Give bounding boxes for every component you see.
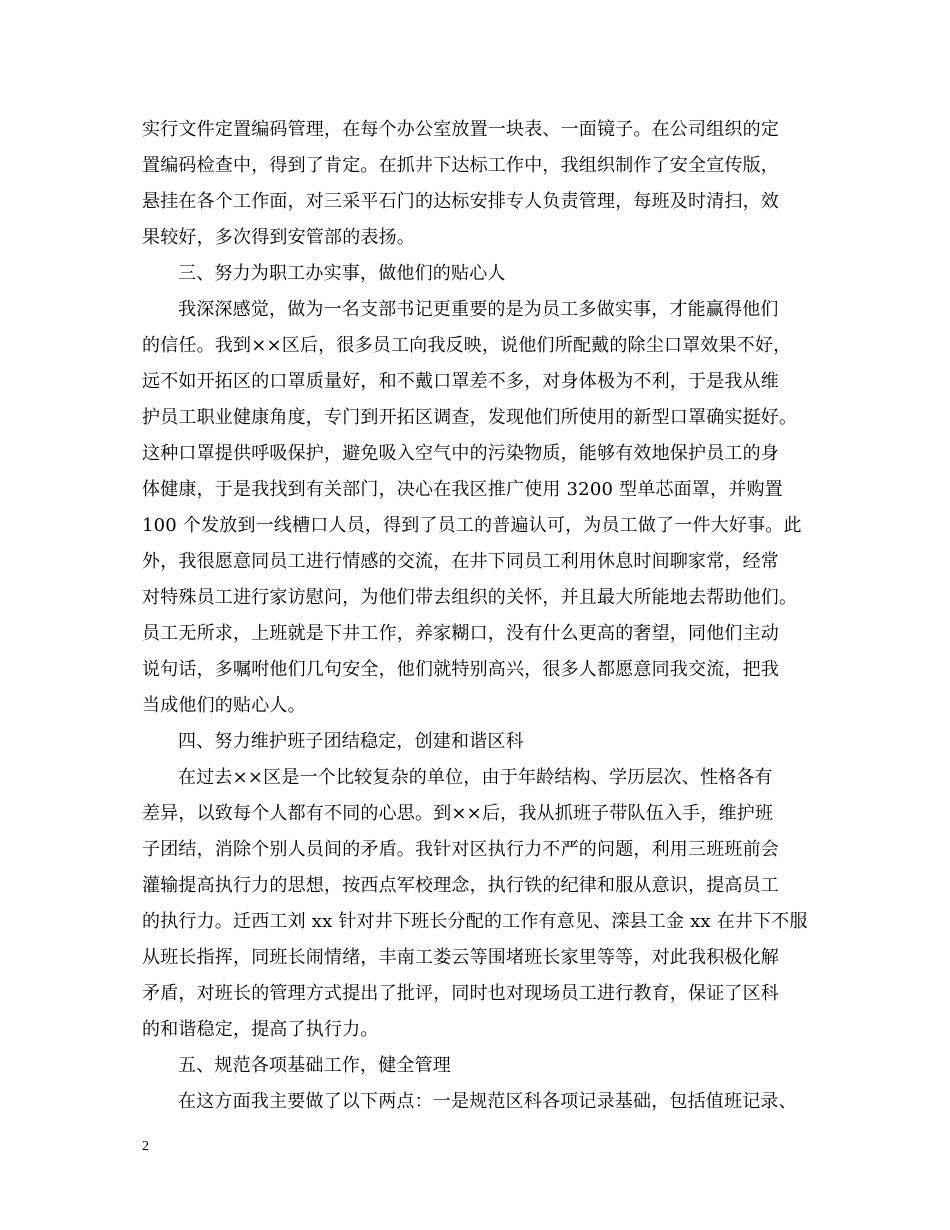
text-line: 从班长指挥，同班长闹情绪，丰南工娄云等围堵班长家里等等，对此我积极化解 xyxy=(142,947,779,968)
text-line: 员工无所求，上班就是下井工作，养家糊口，没有什么更高的奢望，同他们主动 xyxy=(142,623,779,644)
text-line: 子团结，消除个别人员间的矛盾。我针对区执行力不严的问题，利用三班班前会 xyxy=(142,839,779,860)
section-heading: 四、努力维护班子团结稳定，创建和谐区科 xyxy=(178,731,524,752)
page-number: 2 xyxy=(142,1139,149,1154)
text-line: 果较好，多次得到安管部的表扬。 xyxy=(142,227,415,248)
text-line: 这种口罩提供呼吸保护，避免吸入空气中的污染物质，能够有效地保护员工的身 xyxy=(142,443,779,464)
text-line: 我深深感觉，做为一名支部书记更重要的是为员工多做实事，才能赢得他们 xyxy=(178,299,779,320)
text-line: 护员工职业健康角度，专门到开拓区调查，发现他们所使用的新型口罩确实挺好。 xyxy=(142,407,798,428)
text-line: 悬挂在各个工作面，对三采平石门的达标安排专人负责管理，每班及时清扫，效 xyxy=(142,191,779,212)
text-line: 当成他们的贴心人。 xyxy=(142,695,306,716)
text-line: 的和谐稳定，提高了执行力。 xyxy=(142,1019,379,1040)
text-line: 外，我很愿意同员工进行情感的交流，在井下同员工利用休息时间聊家常，经常 xyxy=(142,551,779,572)
text-line: 的信任。我到××区后，很多员工向我反映，说他们所配戴的除尘口罩效果不好， xyxy=(142,335,792,356)
text-line: 差异，以致每个人都有不同的心思。到××后，我从抓班子带队伍入手，维护班 xyxy=(142,803,774,824)
text-line: 说句话，多嘱咐他们几句安全，他们就特别高兴，很多人都愿意同我交流，把我 xyxy=(142,659,779,680)
section-heading: 三、努力为职工办实事，做他们的贴心人 xyxy=(178,263,506,284)
text-line: 100 个发放到一线槽口人员，得到了员工的普遍认可，为员工做了一件大好事。此 xyxy=(142,515,802,536)
text-line: 置编码检查中，得到了肯定。在抓井下达标工作中，我组织制作了安全宣传版， xyxy=(142,155,779,176)
text-line: 实行文件定置编码管理，在每个办公室放置一块表、一面镜子。在公司组织的定 xyxy=(142,119,779,140)
text-line: 矛盾，对班长的管理方式提出了批评，同时也对现场员工进行教育，保证了区科 xyxy=(142,983,779,1004)
text-line: 对特殊员工进行家访慰问，为他们带去组织的关怀，并且最大所能地去帮助他们。 xyxy=(142,587,798,608)
text-line: 在这方面我主要做了以下两点：一是规范区科各项记录基础，包括值班记录、 xyxy=(178,1091,797,1112)
section-heading: 五、规范各项基础工作，健全管理 xyxy=(178,1055,451,1076)
text-line: 在过去××区是一个比较复杂的单位，由于年龄结构、学历层次、性格各有 xyxy=(178,767,773,788)
text-line: 体健康，于是我找到有关部门，决心在我区推广使用 3200 型单芯面罩，并购置 xyxy=(142,479,783,500)
text-line: 的执行力。迁西工刘 xx 针对井下班长分配的工作有意见、滦县工金 xx 在井下不服 xyxy=(142,911,808,932)
text-line: 灌输提高执行力的思想，按西点军校理念，执行铁的纪律和服从意识，提高员工 xyxy=(142,875,779,896)
text-line: 远不如开拓区的口罩质量好，和不戴口罩差不多，对身体极为不利，于是我从维 xyxy=(142,371,779,392)
